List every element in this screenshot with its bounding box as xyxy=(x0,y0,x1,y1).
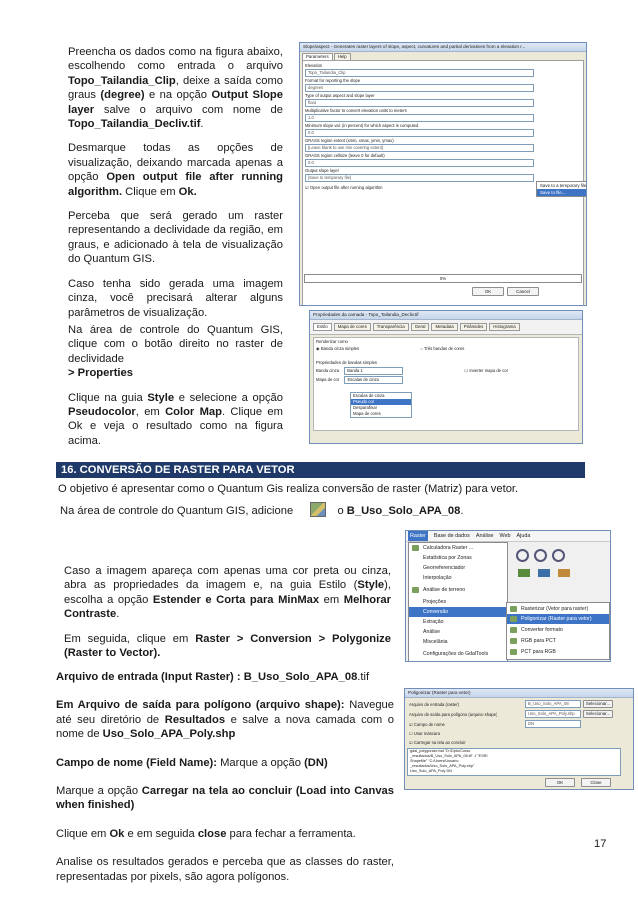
menu-base-de-dados[interactable]: Base de dados xyxy=(433,533,470,539)
raster-dropdown xyxy=(408,542,508,662)
tab-help[interactable]: Help xyxy=(334,53,351,60)
conversao-submenu xyxy=(506,602,610,660)
slope-dialog-title: Slope/aspect - Generates raster layers of slope, aspect, curvatures and partial derivatives from a elevation r... xyxy=(300,43,586,52)
block3-paragraph-2: Em seguida, clique em Raster > Conversion > Polygonize (Raster to Vector). xyxy=(64,632,391,660)
layer-icon[interactable] xyxy=(538,569,550,577)
submenu-item-polygonize[interactable]: Poligonizar (Raster para vetor) xyxy=(507,614,609,624)
tab-geral[interactable]: Geral xyxy=(411,323,430,331)
colormap-option[interactable]: Escalas de cinza xyxy=(353,393,385,398)
output-type-field[interactable]: float xyxy=(305,99,534,107)
colormap-option[interactable]: Desparafinar xyxy=(353,405,377,410)
polygonize-ok-button[interactable]: OK xyxy=(545,778,575,787)
cancel-button[interactable]: Cancel xyxy=(507,287,539,296)
layer-icon[interactable] xyxy=(558,569,570,577)
menu-item[interactable]: Interpolação xyxy=(423,575,452,581)
radio-single-gray[interactable]: ◉ Banda cinza simples xyxy=(316,346,360,351)
command-line: _resultados/Uso_Solo_APA_Poly.shp" xyxy=(410,764,475,768)
output-shape-label: Arquivo de saída para polígono (arquivo shape) xyxy=(409,712,498,717)
tab-transparencia[interactable]: Transparência xyxy=(373,323,409,331)
field-name-checkbox[interactable]: ☑ Campo de nome xyxy=(409,722,445,727)
polygonize-dialog-screenshot xyxy=(404,688,634,790)
tab-mapa-de-cores[interactable]: Mapa de cores xyxy=(334,323,371,331)
field-label: Multiplicative factor to convert elevation units to meters xyxy=(305,108,407,113)
qgis-menubar xyxy=(406,531,610,542)
radio-three-band[interactable]: ○ Três bandas de cores xyxy=(420,346,465,351)
colormap-row: Mapa de cor Escalas de cinza xyxy=(316,376,576,384)
rgb-icon xyxy=(510,638,517,644)
output-popup-menu xyxy=(536,181,587,197)
command-line: _resultados/B_Uso_Solo_APA_08.tif" -f "ESRI xyxy=(410,754,488,758)
zoom-in-icon[interactable] xyxy=(516,549,529,562)
input-raster-label: Arquivo de entrada (raster) xyxy=(409,702,460,707)
block2-paragraph-1: Na área de controle do Quantum GIS, clique com o botão direito no raster de declividade > Properties xyxy=(68,324,283,380)
menu-analise[interactable]: Análise xyxy=(475,533,494,539)
page-number: 17 xyxy=(594,838,607,850)
polygonize-body xyxy=(405,698,633,789)
menu-item[interactable]: Estatística por Zonas xyxy=(423,555,472,561)
section-16-intro: O objetivo é apresentar como o Quantum Gis realiza conversão de raster (Matriz) para vetor. xyxy=(58,483,519,495)
convert-icon xyxy=(510,627,517,633)
menu-item[interactable]: Projeções xyxy=(423,599,447,605)
block4-paragraph-3: Campo de nome (Field Name): Marque a opção (DN) xyxy=(56,756,328,769)
command-line: Uso_Solo_APA_Poly DN xyxy=(410,769,452,773)
submenu-item[interactable]: Rasterizar (Vetor para raster) xyxy=(507,604,609,614)
elevation-field[interactable]: Topo_Tailandia_Clip xyxy=(305,69,534,77)
polygonize-icon xyxy=(510,616,517,622)
menu-item[interactable]: Configurações do GdalTools xyxy=(423,651,489,657)
colormap-dropdown xyxy=(350,392,412,418)
block4-paragraph-1: Arquivo de entrada (Input Raster) : B_Uso_Solo_APA_08.tif xyxy=(56,671,370,683)
block1-paragraph-3: Perceba que será gerado um raster representando a declividade da região, em graus, e adicionado à tela de visualização do Quantum GIS. xyxy=(68,210,283,266)
tab-histograma[interactable]: Histograma xyxy=(489,323,519,331)
popup-save-file[interactable]: Save to file... xyxy=(537,189,587,196)
menu-item[interactable]: Extração xyxy=(423,619,444,625)
field-label: GRASS region cellsize (leave 0 for default) xyxy=(305,153,385,158)
section-16-header: 16. CONVERSÃO DE RASTER PARA VETOR xyxy=(56,462,585,478)
command-line: gdal_polygonize.bat "D:/Dpto/Curso xyxy=(410,749,471,753)
menu-item[interactable]: Georreferenciador xyxy=(423,565,466,571)
block4-paragraph-6: Analise os resultados gerados e perceba que as classes do raster, representadas por pixels, são agora polígonos. xyxy=(56,856,394,883)
polygonize-dialog-title: Poligonizar (Raster para vetor) xyxy=(405,689,633,698)
block1-text xyxy=(68,45,283,330)
layer-properties-tabs xyxy=(310,320,582,335)
colormap-option-pseudocolor[interactable]: Pseudo cor xyxy=(351,399,411,405)
raster-menu-screenshot xyxy=(405,530,611,662)
field-label: Minimum slope val. (in percent) for which aspect is computed xyxy=(305,123,419,128)
band-select[interactable]: Banda 1 xyxy=(344,367,403,375)
menu-item[interactable]: Calculadora Raster ... xyxy=(409,543,507,553)
submenu-item[interactable]: Converter formato xyxy=(507,625,609,635)
layer-properties-screenshot xyxy=(309,310,583,444)
colormap-option[interactable]: Mapa de cores xyxy=(353,411,381,416)
menu-item[interactable]: Análise xyxy=(423,629,441,635)
slope-dialog-tabs xyxy=(300,52,586,60)
block4-paragraph-4: Marque a opção Carregar na tela ao concluir (Load into Canvas when finished) xyxy=(56,785,394,812)
command-text-area[interactable] xyxy=(407,748,621,776)
block1-paragraph-4: Caso tenha sido gerada uma imagem cinza, você precisará alterar alguns parâmetros de visualização. xyxy=(68,277,283,319)
ok-button[interactable]: OK xyxy=(472,287,504,296)
band-props-title: Propriedades de bandas simples xyxy=(316,360,377,365)
menu-item-conversao[interactable]: Conversão xyxy=(409,607,507,617)
slope-dialog-screenshot xyxy=(299,42,587,306)
command-line: Shapefile" "C:/Users/Usuario xyxy=(410,759,459,763)
zfactor-field[interactable]: 1.0 xyxy=(305,114,534,122)
select-input-button[interactable]: Selecionar... xyxy=(583,700,613,708)
pct-icon xyxy=(510,649,517,655)
submenu-item[interactable]: PCT para RGB xyxy=(507,647,609,657)
render-radios xyxy=(316,346,576,352)
min-slope-field[interactable]: 0.0 xyxy=(305,129,534,137)
block2-paragraph-2: Clique na guia Style e selecione a opção Pseudocolor, em Color Map. Clique em Ok e veja o resultado como na figura acima. xyxy=(68,391,283,447)
field-label: Format for reporting the slope xyxy=(305,78,361,83)
layer-properties-title: Propriedades da camada - Topo_Tailandia_Decliv.tif xyxy=(310,311,582,320)
block4-text xyxy=(56,670,394,894)
tab-piramides[interactable]: Pirâmides xyxy=(460,323,488,331)
section-16-add-layer: Na área de controle do Quantum GIS, adicione o B_Uso_Solo_APA_08. xyxy=(60,502,590,518)
add-raster-layer-icon xyxy=(310,502,326,517)
output-slope-field[interactable]: [Save to temporary file] xyxy=(305,174,534,182)
calculator-icon xyxy=(412,545,419,551)
polygonize-close-button[interactable]: Close xyxy=(581,778,611,787)
field-name-input[interactable]: DN xyxy=(525,720,581,728)
zoom-out-icon[interactable] xyxy=(534,549,547,562)
progress-bar: 0% xyxy=(304,274,582,283)
mask-checkbox[interactable]: ☐ Usar máscara xyxy=(409,731,440,736)
menu-item[interactable]: Miscelânia xyxy=(423,639,448,645)
menu-raster[interactable]: Raster xyxy=(410,533,426,539)
popup-save-temporary[interactable]: Save to a temporary file xyxy=(540,183,587,188)
menu-ajuda[interactable]: Ajuda xyxy=(516,533,531,539)
block4-paragraph-2: Em Arquivo de saída para polígono (arquivo shape): Navegue até seu diretório de Resultados e salve a nova camada com o nome de Uso_Solo_APA_Poly.shp xyxy=(56,699,394,741)
colormap-select[interactable]: Escalas de cinza xyxy=(344,376,403,384)
rasterize-icon xyxy=(510,606,517,612)
block3-paragraph-1: Caso a imagem apareça com apenas uma cor preta ou cinza, abra as propriedades da imagem e, na guia Estilo (Style), escolha a opção Estender e Corta para MinMax em Melhorar Contraste. xyxy=(64,565,391,621)
block3-text xyxy=(64,564,391,670)
toolbar-icons xyxy=(510,545,608,585)
output-shape-field[interactable]: Uso_Solo_APA_Poly.shp xyxy=(525,710,581,718)
load-canvas-checkbox[interactable]: ☑ Carregar na tela ao concluir xyxy=(409,740,466,745)
band-row: Banda cinza Banda 1 ☐ Inverter mapa de cor xyxy=(316,368,508,373)
cellsize-field[interactable]: 0.0 xyxy=(305,159,534,167)
tab-estilo[interactable]: Estilo xyxy=(313,323,332,331)
zoom-layer-icon[interactable] xyxy=(552,549,565,562)
input-raster-field[interactable]: B_Uso_Solo_APA_08 xyxy=(525,700,581,708)
tab-parameters[interactable]: Parameters xyxy=(302,53,333,60)
field-label: Output slope layer xyxy=(305,168,339,173)
region-extent-field[interactable]: [Leave blank to use min covering extent] xyxy=(305,144,534,152)
tab-metadata[interactable]: Metadata xyxy=(431,323,457,331)
render-section-title: Renderizar como xyxy=(316,339,348,344)
field-label: Elevation xyxy=(305,63,323,68)
open-output-checkbox[interactable]: ☑ Open output file after running algorithm xyxy=(305,185,383,190)
layer-icon[interactable] xyxy=(518,569,530,577)
block2-text xyxy=(68,323,283,458)
block1-paragraph-2: Desmarque todas as opções de visualização, deixando marcada apenas a opção Open output file after running algorithm. Clique em Ok. xyxy=(68,142,284,198)
block1-paragraph-1: Preencha os dados como na figura abaixo, escolhendo como entrada o arquivo Topo_Tailandia_Clip, deixe a saída como graus (degree) e na opção Output Slope layer salve o arquivo com nome de Topo_Tailandia_Decliv.tif. xyxy=(68,46,283,131)
menu-item[interactable]: Análise de terreno xyxy=(409,585,507,595)
submenu-item[interactable]: RGB para PCT xyxy=(507,636,609,646)
field-label: GRASS region extent (xmin, xmax, ymin, ymax) xyxy=(305,138,394,143)
select-output-button[interactable]: Selecionar... xyxy=(583,710,613,718)
menu-web[interactable]: Web xyxy=(499,533,511,539)
terrain-icon xyxy=(412,587,419,593)
block4-paragraph-5: Clique em Ok e em seguida close para fechar a ferramenta. xyxy=(56,827,356,840)
field-label: Type of output aspect and slope layer xyxy=(305,93,375,98)
style-panel xyxy=(313,337,579,431)
slope-format-field[interactable]: degrees xyxy=(305,84,534,92)
invert-checkbox[interactable]: ☐ Inverter mapa de cor xyxy=(464,368,508,373)
